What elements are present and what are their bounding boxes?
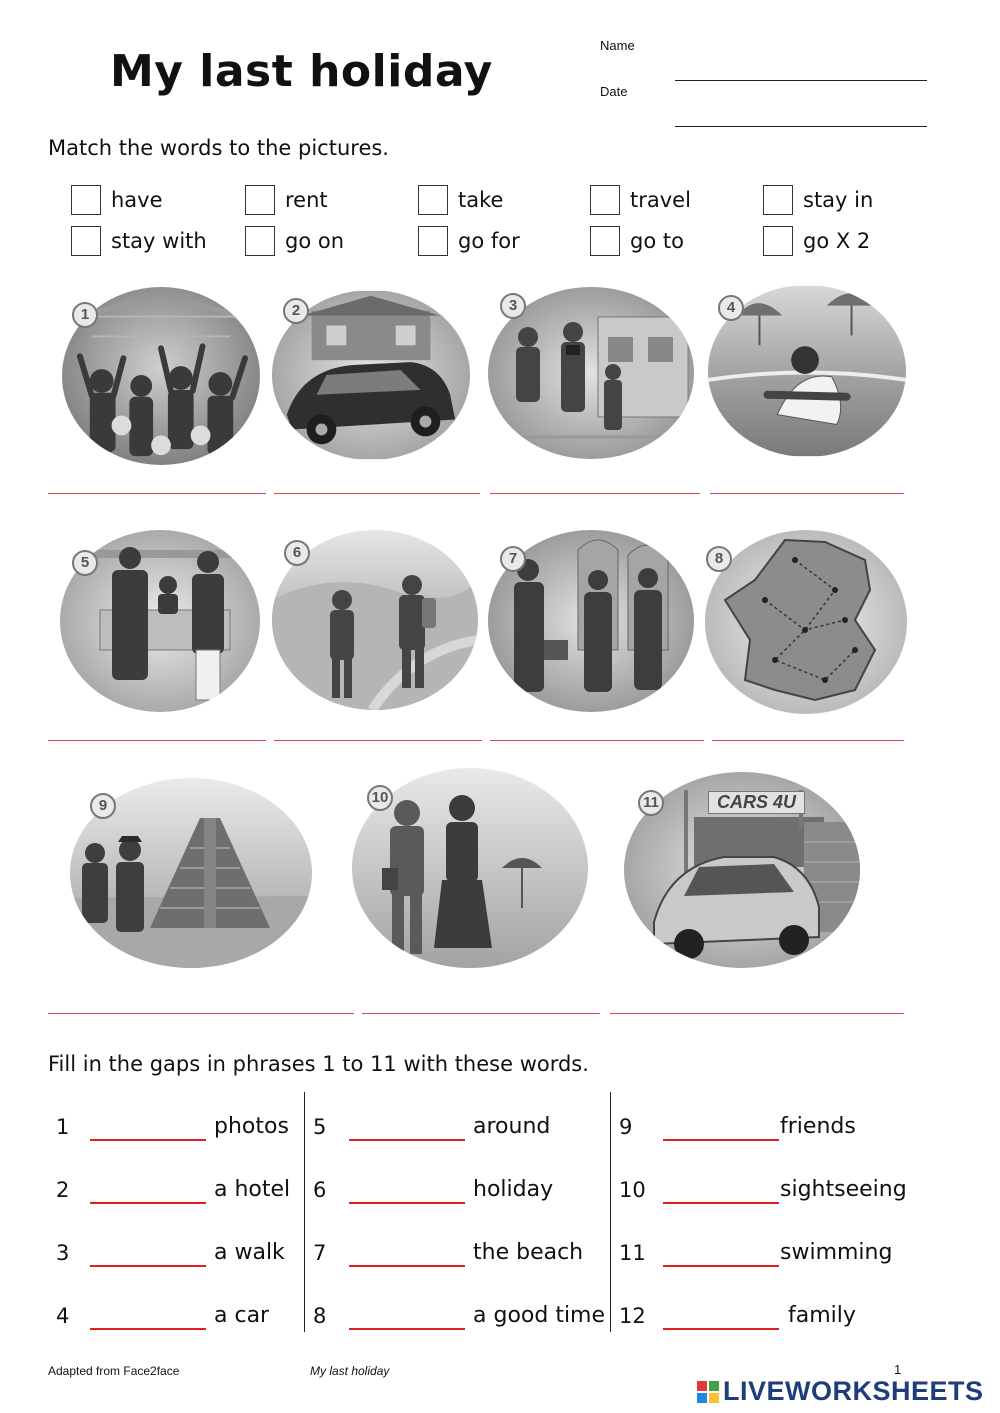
word-label: rent [285, 188, 328, 212]
phrase-number: 8 [313, 1304, 327, 1328]
phrase-word: family [788, 1303, 856, 1328]
word-label: stay with [111, 229, 207, 253]
phrase-number: 6 [313, 1178, 327, 1202]
word-bank-item[interactable] [590, 223, 684, 259]
phrase-gap[interactable] [663, 1139, 779, 1141]
exercise1-instruction: Match the words to the pictures. [48, 136, 389, 160]
exercise2-instruction: Fill in the gaps in phrases 1 to 11 with these words. [48, 1052, 589, 1076]
phrase-gap[interactable] [349, 1265, 465, 1267]
picture-number: 3 [500, 293, 526, 319]
word-label: stay in [803, 188, 874, 212]
picture-number: 7 [500, 546, 526, 572]
phrase-gap[interactable] [90, 1265, 206, 1267]
phrase-gap[interactable] [90, 1328, 206, 1330]
phrase-number: 7 [313, 1241, 327, 1265]
word-checkbox[interactable] [418, 226, 448, 256]
word-checkbox[interactable] [418, 185, 448, 215]
picture-number: 11 [638, 790, 664, 816]
page-number: 1 [894, 1362, 902, 1377]
word-bank-item[interactable] [245, 182, 328, 218]
phrase-gap[interactable] [90, 1139, 206, 1141]
liveworksheets-logo[interactable] [697, 1376, 984, 1407]
phrase-word: a walk [214, 1240, 285, 1265]
word-checkbox[interactable] [245, 226, 275, 256]
logo-blocks-icon [697, 1381, 719, 1403]
word-bank-item[interactable] [71, 182, 163, 218]
word-label: go for [458, 229, 520, 253]
word-checkbox[interactable] [71, 185, 101, 215]
word-bank-item[interactable] [418, 182, 503, 218]
answer-line[interactable] [274, 740, 482, 741]
word-bank-item[interactable] [763, 182, 873, 218]
phrase-number: 4 [56, 1304, 70, 1328]
phrase-word: a good time [473, 1303, 606, 1328]
phrase-gap[interactable] [349, 1202, 465, 1204]
phrase-word: friends [780, 1114, 856, 1139]
word-checkbox[interactable] [245, 185, 275, 215]
answer-line[interactable] [48, 1013, 354, 1014]
phrase-number: 10 [619, 1178, 646, 1202]
word-label: travel [630, 188, 691, 212]
phrase-word: sightseeing [780, 1177, 907, 1202]
phrase-word: a car [214, 1303, 270, 1328]
word-label: take [458, 188, 504, 212]
answer-line[interactable] [274, 493, 480, 494]
phrase-word: holiday [473, 1177, 554, 1202]
phrase-gap[interactable] [663, 1202, 779, 1204]
phrase-number: 9 [619, 1115, 633, 1139]
picture-number: 4 [718, 295, 744, 321]
answer-line[interactable] [490, 493, 700, 494]
column-divider [610, 1092, 611, 1332]
picture-number: 9 [90, 793, 116, 819]
phrase-word: around [473, 1114, 551, 1139]
car-rental-sign: CARS 4U [708, 791, 805, 814]
phrase-gap[interactable] [349, 1139, 465, 1141]
phrase-number: 1 [56, 1115, 70, 1139]
word-bank-item[interactable] [763, 223, 870, 259]
phrase-word: photos [214, 1114, 289, 1139]
france-map-icon [705, 530, 907, 714]
phrase-number: 3 [56, 1241, 70, 1265]
word-checkbox[interactable] [590, 185, 620, 215]
phrase-number: 5 [313, 1115, 327, 1139]
answer-line[interactable] [610, 1013, 904, 1014]
answer-line[interactable] [48, 493, 266, 494]
word-checkbox[interactable] [71, 226, 101, 256]
page-title: My last holiday [110, 46, 493, 97]
word-bank-item[interactable] [418, 223, 520, 259]
phrase-word: the beach [473, 1240, 584, 1265]
word-label: go X 2 [803, 229, 871, 253]
footer-source: Adapted from Face2face [48, 1364, 180, 1378]
word-bank-item[interactable] [590, 182, 691, 218]
word-checkbox[interactable] [590, 226, 620, 256]
picture-number: 1 [72, 302, 98, 328]
answer-line[interactable] [362, 1013, 600, 1014]
phrase-gap[interactable] [663, 1328, 779, 1330]
word-bank-item[interactable] [71, 223, 207, 259]
word-label: have [111, 188, 163, 212]
date-field-line[interactable] [675, 126, 927, 127]
answer-line[interactable] [490, 740, 704, 741]
picture-number: 10 [367, 785, 393, 811]
phrase-number: 11 [619, 1241, 646, 1265]
name-field-line[interactable] [675, 80, 927, 81]
word-checkbox[interactable] [763, 185, 793, 215]
picture-number: 8 [706, 546, 732, 572]
phrase-number: 2 [56, 1178, 70, 1202]
answer-line[interactable] [48, 740, 266, 741]
footer-doc-title: My last holiday [310, 1364, 390, 1378]
column-divider [304, 1092, 305, 1332]
word-label: go to [630, 229, 684, 253]
phrase-gap[interactable] [663, 1265, 779, 1267]
logo-text: LIVEWORKSHEETS [723, 1376, 984, 1406]
answer-line[interactable] [712, 740, 904, 741]
phrase-gap[interactable] [349, 1328, 465, 1330]
phrase-gap[interactable] [90, 1202, 206, 1204]
picture-number: 6 [284, 540, 310, 566]
word-label: go on [285, 229, 345, 253]
answer-line[interactable] [710, 493, 904, 494]
phrase-word: a hotel [214, 1177, 291, 1202]
picture-number: 5 [72, 550, 98, 576]
word-checkbox[interactable] [763, 226, 793, 256]
phrase-word: swimming [780, 1240, 893, 1265]
name-label: Name [600, 38, 635, 53]
phrase-number: 12 [619, 1304, 646, 1328]
picture-number: 2 [283, 298, 309, 324]
word-bank-item[interactable] [245, 223, 344, 259]
date-label: Date [600, 84, 628, 99]
